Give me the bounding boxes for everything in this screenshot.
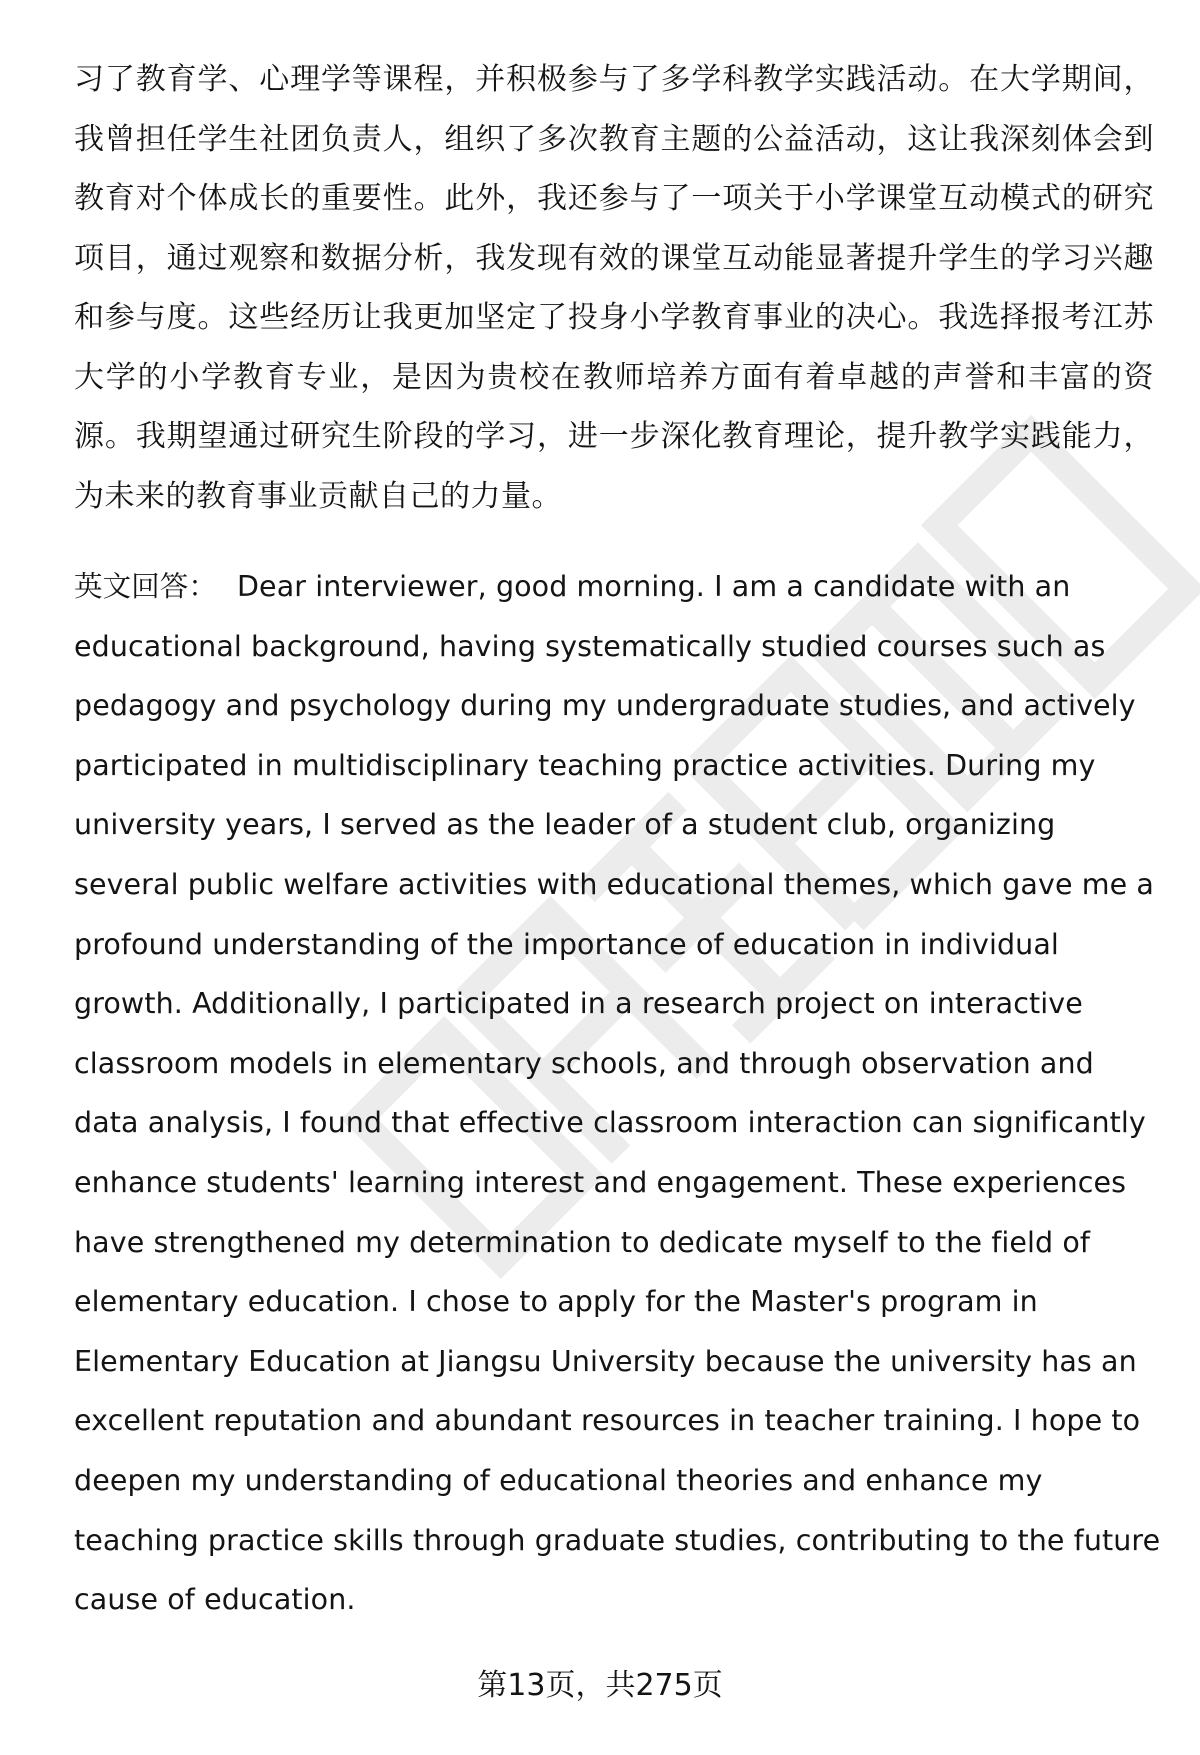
english-answer-text: Dear interviewer, good morning. I am a candidate with an educational background, having systematically studied courses such as pedagogy and psychology during my undergraduate studies, and actively participated in multidisciplinary teaching practice activities. During my university years, I served as the leader of a student club, organizing several public welfare activities with educational themes, which gave me a profound understanding of the importance of education in individual growth. Additionally, I participated in a research project on interactive classroom models in elementary schools, and through observation and data analysis, I found that effective classroom interaction can significantly enhance students' learning interest and engagement. These experiences have strengthened my determination to dedicate myself to the field of elementary education. I chose to apply for the Master's program in Elementary Education at Jiangsu University because the university has an excellent reputation and abundant resources in teacher training. I hope to deepen my understanding of educational theories and enhance my teaching practice skills through graduate studies, contributing to the future cause of education. bbox=[74, 570, 1161, 1617]
chinese-answer-paragraph: 习了教育学、心理学等课程，并积极参与了多学科教学实践活动。在大学期间，我曾担任学生社团负责人，组织了多次教育主题的公益活动，这让我深刻体会到教育对个体成长的重要性。此外，我还参与了一项关于小学课堂互动模式的研究项目，通过观察和数据分析，我发现有效的课堂互动能显著提升学生的学习兴趣和参与度。这些经历让我更加坚定了投身小学教育事业的决心。我选择报考江苏大学的小学教育专业，是因为贵校在教师培养方面有着卓越的声誉和丰富的资源。我期望通过研究生阶段的学习，进一步深化教育理论，提升教学实践能力，为未来的教育事业贡献自己的力量。 bbox=[74, 62, 1154, 514]
english-answer-label: 英文回答： bbox=[74, 570, 218, 603]
page-number-footer: 第13页，共275页 bbox=[477, 1668, 723, 1703]
english-answer-paragraph bbox=[74, 557, 1164, 1630]
